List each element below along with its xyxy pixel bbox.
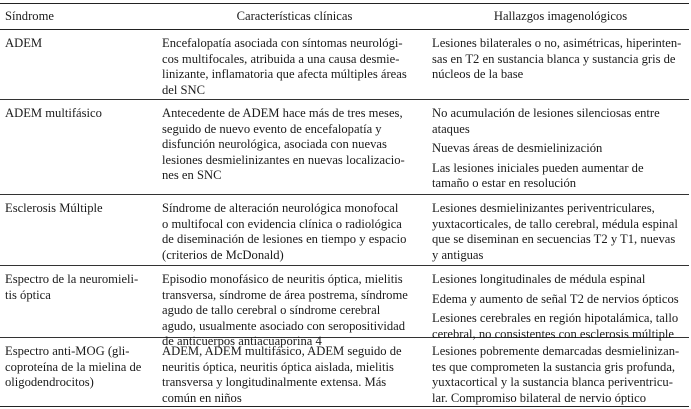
imaging-findings-cell — [427, 266, 689, 341]
text-line: del SNC — [162, 82, 206, 97]
clinical-features-cell — [157, 266, 427, 348]
syndrome-cell — [0, 266, 157, 337]
table-row — [0, 266, 689, 348]
text-line: Lesiones longitudinales de médula espinal — [432, 272, 646, 286]
header-clinical-features: Características clínicas — [236, 9, 353, 23]
text-line: de diseminación de lesiones en tiempo y espacio — [162, 232, 407, 246]
cell-paragraph — [432, 201, 689, 263]
table-row — [0, 100, 689, 195]
text-line: coproteína de la mielina de — [5, 359, 142, 374]
syndromes-table — [0, 3, 689, 407]
table-row — [0, 338, 689, 406]
text-line: lar. Compromiso bilateral de nervio óptico — [432, 390, 647, 405]
text-line: cerebral, no consistentes con esclerosis múltiple — [432, 326, 675, 341]
imaging-findings-cell — [427, 195, 689, 265]
cell-paragraph — [432, 106, 689, 137]
text-line: y antiguas — [432, 247, 484, 262]
text-line: o multifocal con evidencia clínica o radiológica — [162, 216, 402, 231]
cell-paragraph — [432, 292, 689, 308]
text-line: común en niños — [162, 390, 242, 405]
text-line: de anticuerpos antiacuaporina 4 — [162, 334, 322, 348]
cell-paragraph — [162, 36, 427, 98]
text-line: Lesiones cerebrales en región hipotalámica, tallo — [432, 311, 679, 325]
cell-paragraph — [5, 36, 157, 52]
imaging-findings-cell — [427, 100, 689, 194]
text-line: disfunción neurológica, asociada con nuevas — [162, 137, 387, 151]
cell-paragraph — [162, 201, 427, 263]
table-row — [0, 195, 689, 266]
text-line: No acumulación de lesiones silenciosas entre — [432, 106, 660, 120]
text-line: sas en T2 en sustancia blanca y sustancia gris de — [432, 51, 676, 66]
text-line: yuxtacorticales, de tallo cerebral, médula espinal — [432, 216, 678, 231]
text-line: Antecedente de ADEM hace más de tres meses, — [162, 106, 403, 120]
text-line: nes en SNC — [162, 168, 222, 182]
text-line: Síndrome de alteración neurológica monofocal — [162, 201, 399, 215]
text-line: Nuevas áreas de desmielinización — [432, 141, 603, 155]
text-line: Espectro de la neuromieli- — [5, 272, 139, 286]
text-line: Encefalopatía asociada con síntomas neurológi- — [162, 36, 403, 50]
cell-paragraph — [432, 344, 689, 406]
cell-paragraph — [432, 272, 689, 288]
text-line: Episodio monofásico de neuritis óptica, mielitis — [162, 272, 403, 286]
text-line: neuritis óptica, neuritis óptica aislada, mielitis — [162, 359, 394, 374]
text-line: ADEM multifásico — [5, 106, 102, 120]
text-line: Las lesiones iniciales pueden aumentar de — [432, 160, 644, 175]
text-line: transversa y longitudinalmente extensa. Más — [162, 375, 387, 389]
text-line: Lesiones pobremente demarcadas desmielinizan- — [432, 344, 680, 358]
text-line: cos multifocales, atribuida a una causa desmie- — [162, 51, 400, 66]
clinical-features-cell — [157, 195, 427, 265]
text-line: Lesiones bilaterales o no, asimétricas, hiperinten- — [432, 36, 682, 50]
text-line: (criterios de McDonald) — [162, 247, 284, 262]
cell-paragraph — [432, 161, 689, 192]
table-header-row — [0, 4, 689, 30]
text-line: Espectro anti-MOG (gli- — [5, 344, 130, 358]
text-line: agudo de tallo cerebral o síndrome cerebral — [162, 303, 381, 317]
cell-paragraph — [432, 141, 689, 157]
text-line: tes que comprometen la sustancia gris profunda, — [432, 359, 676, 374]
syndrome-cell — [0, 195, 157, 265]
text-line: ADEM — [5, 36, 43, 50]
syndrome-cell — [0, 338, 157, 406]
text-line: lesiones desmielinizantes en nuevas localizacio- — [162, 152, 405, 167]
cell-paragraph — [5, 272, 157, 303]
text-line: ADEM, ADEM multifásico, ADEM seguido de — [162, 344, 402, 358]
text-line: Edema y aumento de señal T2 de nervios ópticos — [432, 291, 679, 306]
text-line: que se diseminan en secuencias T2 y T1, nuevas — [432, 232, 676, 246]
cell-paragraph — [5, 344, 157, 391]
table-row — [0, 30, 689, 100]
imaging-findings-cell — [427, 30, 689, 99]
cell-paragraph — [162, 106, 427, 184]
text-line: tamaño o estar en resolución — [432, 176, 577, 190]
syndrome-cell — [0, 30, 157, 99]
text-line: Lesiones desmielinizantes periventriculares, — [432, 201, 655, 215]
text-line: ataques — [432, 121, 470, 136]
cell-paragraph — [432, 36, 689, 83]
cell-paragraph — [162, 344, 427, 406]
cell-paragraph — [5, 201, 157, 217]
imaging-findings-cell — [427, 338, 689, 406]
text-line: yuxtacortical y la sustancia blanca periventricu- — [432, 375, 673, 389]
text-line: linizante, inflamatoria que afecta múltiples áreas — [162, 67, 407, 81]
text-line: Esclerosis Múltiple — [5, 201, 103, 215]
text-line: agudo, usualmente asociado con seropositividad — [162, 318, 406, 333]
text-line: núcleos de la base — [432, 67, 524, 81]
text-line: transversa, síndrome de área postrema, síndrome — [162, 287, 408, 302]
syndrome-cell — [0, 100, 157, 194]
clinical-features-cell — [157, 100, 427, 194]
table-body — [0, 30, 689, 406]
header-imaging-findings: Hallazgos imagenológicos — [493, 9, 628, 23]
header-syndrome: Síndrome — [5, 9, 54, 23]
text-line: oligodendrocitos) — [5, 375, 94, 389]
text-line: tis óptica — [5, 287, 51, 302]
clinical-features-cell — [157, 30, 427, 99]
text-line: seguido de nuevo evento de encefalopatía y — [162, 121, 382, 136]
clinical-features-cell — [157, 338, 427, 406]
cell-paragraph — [5, 106, 157, 122]
